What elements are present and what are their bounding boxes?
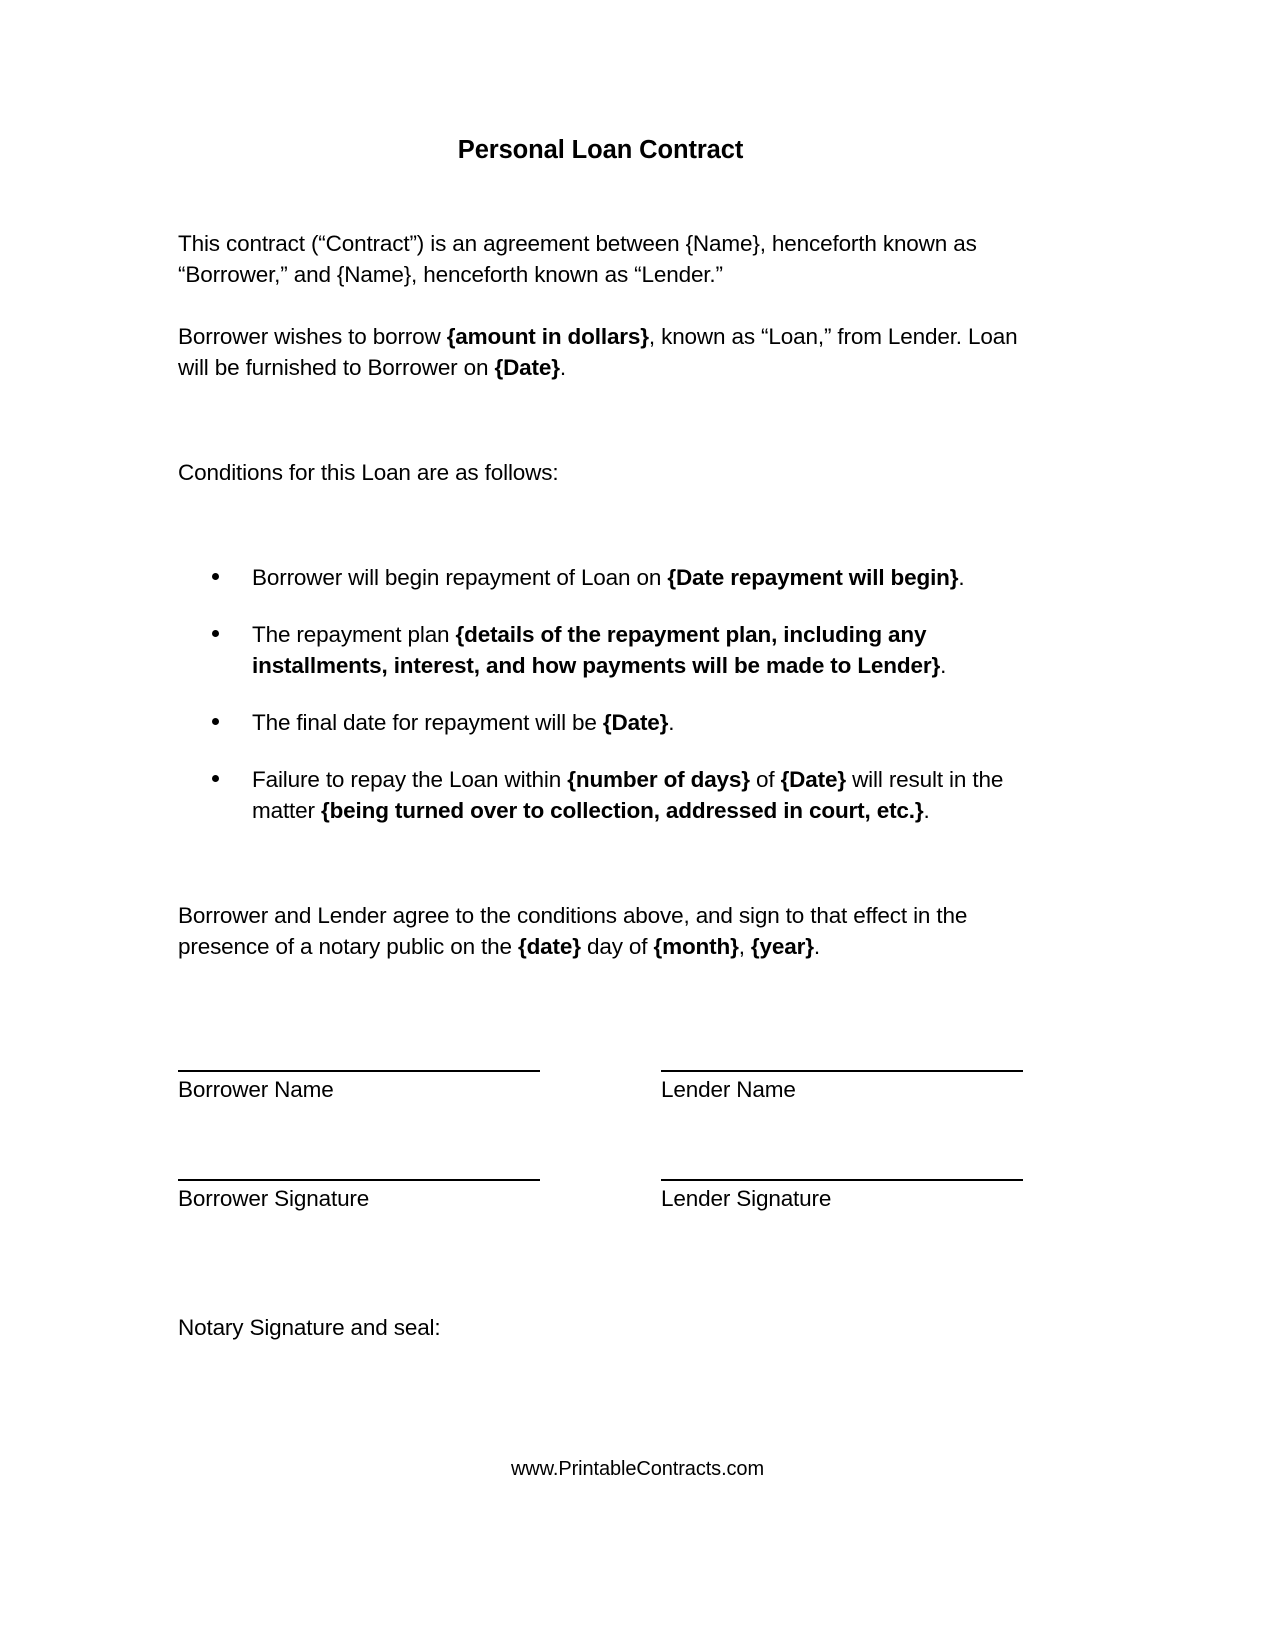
condition-placeholder: {number of days} bbox=[567, 766, 750, 792]
document-body bbox=[178, 135, 1023, 1364]
borrower-signature-field[interactable] bbox=[178, 1179, 540, 1213]
condition-text-part-2: . bbox=[668, 709, 675, 735]
conditions-heading: Conditions for this Loan are as follows: bbox=[178, 459, 559, 485]
condition-placeholder-3: {being turned over to collection, addressed in court, etc.} bbox=[320, 797, 924, 823]
borrower-signature-label: Borrower Signature bbox=[178, 1185, 370, 1211]
spacer bbox=[178, 488, 1023, 562]
footer-url[interactable]: www.PrintableContracts.com bbox=[510, 1458, 765, 1480]
borrow-text-part-2: , known as “Loan,” from Lender. Loan will be furnished to Borrower on bbox=[178, 323, 1018, 380]
condition-placeholder: {Date} bbox=[602, 709, 669, 735]
borrow-text-part-3: . bbox=[559, 354, 566, 380]
agreement-text-part-2: day of bbox=[580, 933, 654, 959]
notary-label: Notary Signature and seal: bbox=[178, 1315, 441, 1341]
borrow-paragraph bbox=[178, 321, 1023, 383]
borrow-text-part-1: Borrower wishes to borrow bbox=[178, 323, 447, 349]
agreement-paragraph bbox=[178, 900, 1023, 962]
spacer bbox=[178, 383, 1023, 457]
condition-text-part-1: The repayment plan bbox=[252, 621, 456, 647]
bullet-icon bbox=[212, 775, 219, 782]
furnish-date-placeholder: {Date} bbox=[494, 354, 560, 380]
condition-text-part-3: will result in the matter bbox=[252, 766, 1004, 823]
amount-placeholder: {amount in dollars} bbox=[446, 323, 649, 349]
condition-text-part-1: Failure to repay the Loan within bbox=[252, 766, 568, 792]
lender-signature-label: Lender Signature bbox=[661, 1185, 832, 1211]
list-item bbox=[178, 562, 1023, 593]
spacer bbox=[178, 1104, 1023, 1179]
intro-text: This contract (“Contract”) is an agreement between {Name}, henceforth known as “Borrower,” and {Name}, henceforth known as “Lender.” bbox=[178, 230, 977, 287]
spacer bbox=[540, 1179, 661, 1213]
sign-month-placeholder: {month} bbox=[653, 933, 739, 959]
bullet-icon bbox=[212, 718, 219, 725]
conditions-list bbox=[178, 562, 1023, 826]
condition-text-part-1: Borrower will begin repayment of Loan on bbox=[252, 564, 668, 590]
bullet-icon bbox=[212, 573, 219, 580]
borrower-name-label: Borrower Name bbox=[178, 1076, 334, 1102]
condition-text-part-4: . bbox=[923, 797, 930, 823]
intro-paragraph bbox=[178, 228, 1023, 290]
agreement-text-part-3: , bbox=[738, 933, 751, 959]
spacer bbox=[178, 1213, 1023, 1293]
list-item bbox=[178, 707, 1023, 738]
spacer bbox=[178, 962, 1023, 1070]
spacer bbox=[540, 1070, 661, 1104]
condition-text-part-2: . bbox=[940, 652, 947, 678]
condition-placeholder: {Date repayment will begin} bbox=[667, 564, 959, 590]
page-title: Personal Loan Contract bbox=[457, 136, 744, 164]
condition-placeholder: {details of the repayment plan, including any installments, interest, and how payments will be made to Lender} bbox=[252, 621, 941, 678]
lender-name-label: Lender Name bbox=[661, 1076, 796, 1102]
condition-placeholder-2: {Date} bbox=[780, 766, 846, 792]
spacer bbox=[178, 826, 1023, 900]
spacer bbox=[178, 166, 1023, 228]
agreement-text-part-1: Borrower and Lender agree to the conditions above, and sign to that effect in the presence of a notary public on the bbox=[178, 902, 968, 959]
spacer bbox=[178, 290, 1023, 321]
signature-row-names bbox=[178, 1070, 1023, 1104]
sign-date-placeholder: {date} bbox=[517, 933, 581, 959]
lender-name-field[interactable] bbox=[661, 1070, 1023, 1104]
list-item bbox=[178, 764, 1023, 826]
bullet-icon bbox=[212, 630, 219, 637]
condition-text-part-2: . bbox=[958, 564, 965, 590]
list-item bbox=[178, 619, 1023, 681]
borrower-name-field[interactable] bbox=[178, 1070, 540, 1104]
condition-text-part-2: of bbox=[749, 766, 781, 792]
lender-signature-field[interactable] bbox=[661, 1179, 1023, 1213]
signature-row-signatures bbox=[178, 1179, 1023, 1213]
agreement-text-part-4: . bbox=[813, 933, 820, 959]
sign-year-placeholder: {year} bbox=[750, 933, 814, 959]
condition-text-part-1: The final date for repayment will be bbox=[252, 709, 603, 735]
